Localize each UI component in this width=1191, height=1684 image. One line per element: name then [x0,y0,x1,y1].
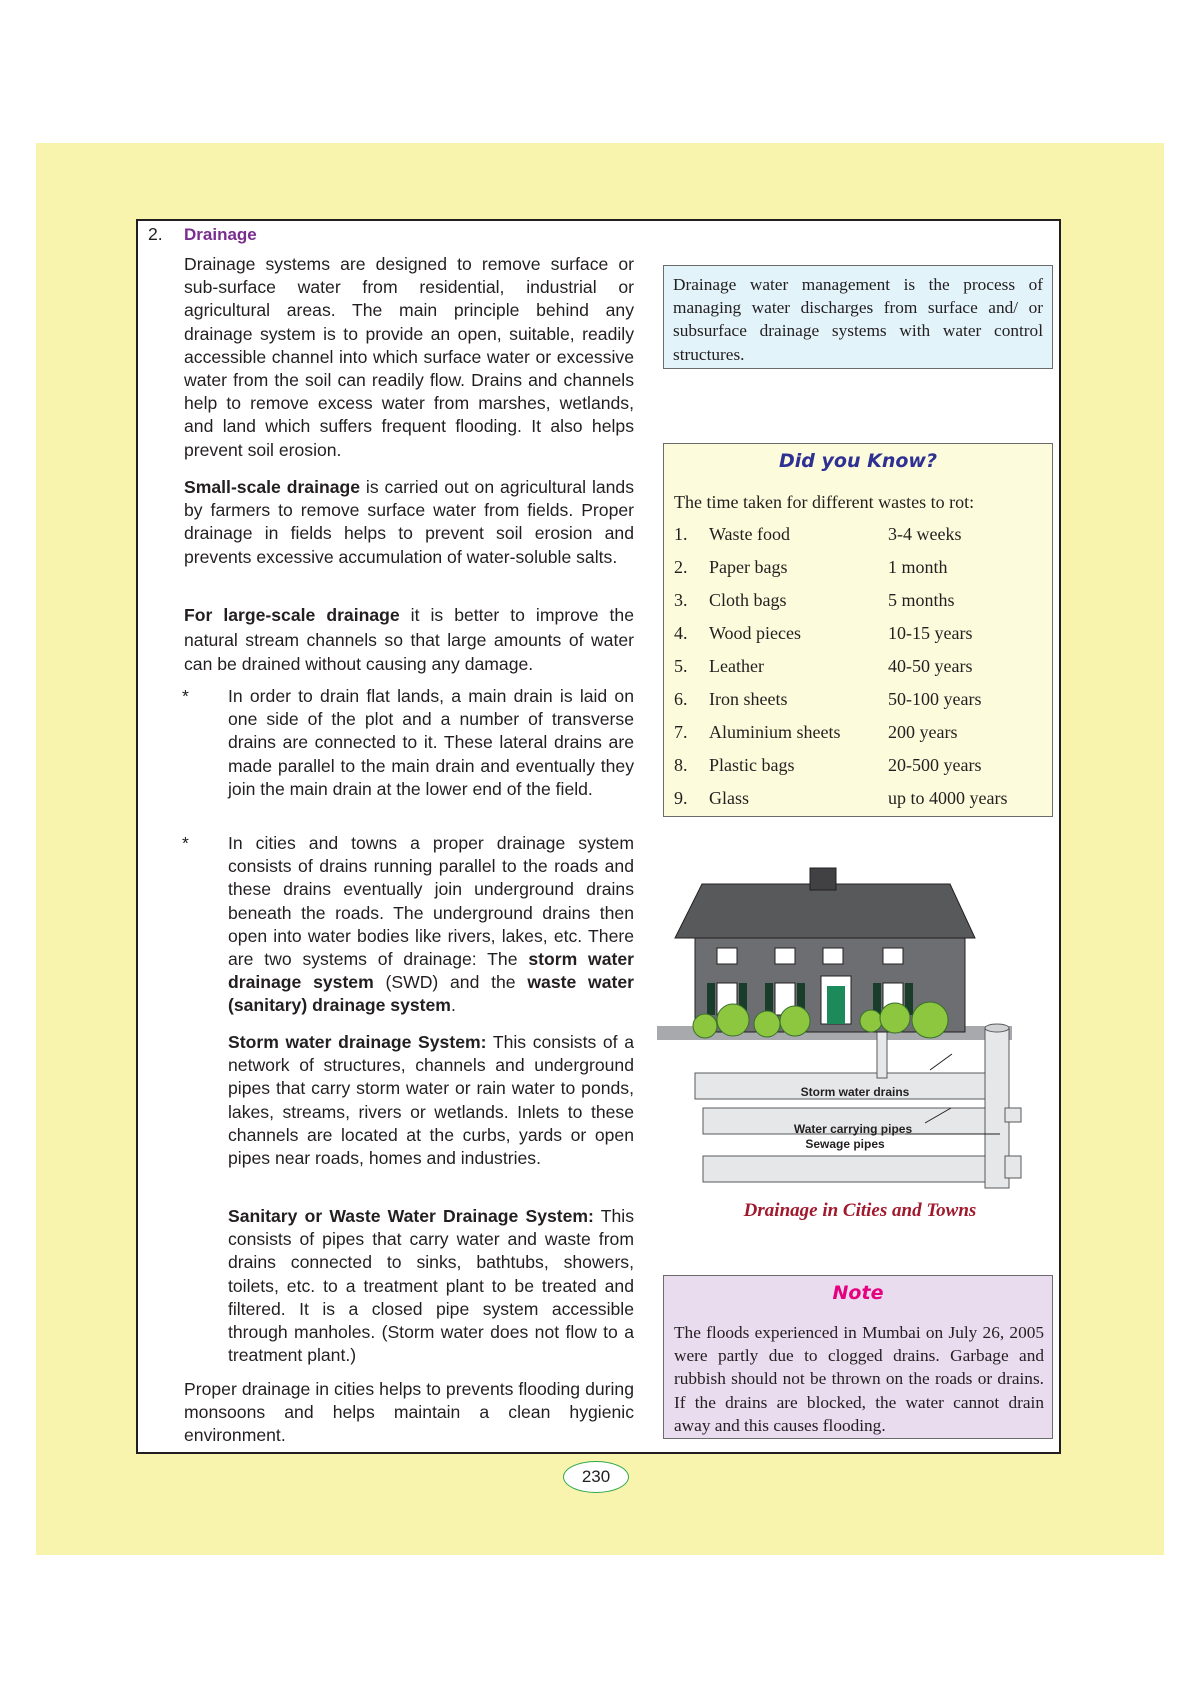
rot-time: 40-50 years [888,656,973,676]
row-number: 3. [674,590,688,610]
did-you-know-box [663,443,1053,817]
storm-system-term: storm water drainage system [228,949,634,993]
definition-box: Drainage water management is the process of managing water discharges from surface and/ or subsurface drainage systems with water control structures. [663,265,1053,369]
bullet-marker: * [182,833,189,853]
waste-row [674,524,1044,554]
rot-time: 200 years [888,722,958,742]
sanitary-heading: Sanitary or Waste Water Drainage System: [228,1206,594,1226]
small-scale-text: is carried out on agricultural lands by farmers to remove surface water from fields. Proper drainage in fields helps to prevent soil erosion and prevents excessive accumulation of water-soluble salts. [184,477,634,567]
closing-paragraph [184,1378,634,1448]
label-water-carrying-pipes: Water carrying pipes [793,1122,913,1136]
waste-item: Paper bags [709,557,788,577]
waste-row [674,788,1044,818]
row-number: 9. [674,788,688,808]
waste-item: Waste food [709,524,791,544]
row-number: 8. [674,755,688,775]
large-scale-paragraph [184,603,634,677]
row-number: 4. [674,623,688,643]
sanitary-text: This consists of pipes that carry water and waste from drains connected to sinks, bathtubs, showers, toilets, etc. to a treatment plant to be treated and filtered. It is a closed pipe system accessible through manholes. (Storm water does not flow to a treatment plant.) [228,1206,634,1366]
sanitary-system-term: waste water (sanitary) drainage system [228,972,634,1016]
bullet-cities [228,832,634,1018]
rot-time: 3-4 weeks [888,524,962,544]
illustration-caption: Drainage in Cities and Towns [743,1200,977,1221]
row-number: 5. [674,656,688,676]
waste-row [674,755,1044,785]
waste-row [674,590,1044,620]
waste-item: Leather [709,656,764,676]
bullet-cities-mid: (SWD) and the [373,972,528,993]
rot-time: 1 month [888,557,948,577]
row-number: 7. [674,722,688,742]
label-sewage-pipes: Sewage pipes [805,1137,885,1151]
underground-pipes [695,1024,1021,1188]
waste-row [674,722,1044,752]
row-number: 2. [674,557,688,577]
note-text: The floods experienced in Mumbai on July 26, 2005 were partly due to clogged drains. Garbage and rubbish should not be thrown on the roads or drains. If the drains are blocked, the water cannot drain away and this causes flooding. [674,1323,1044,1435]
intro-text: Drainage systems are designed to remove surface or sub-surface water from residential, industrial or agricultural areas. The main principle behind any drainage system is to provide an open, suitable, readily accessible channel into which surface water or excessive water from the soil can readily flow. Drains and channels help to remove excess water from marshes, wetlands, and land which suffers frequent flooding. It also helps prevent soil erosion. [184,254,634,460]
intro-paragraph [184,253,634,462]
waste-item: Cloth bags [709,590,787,610]
rot-time: 5 months [888,590,955,610]
large-scale-text: it is better to improve the natural stream channels so that large amounts of water can be drained without causing any damage. [184,605,634,674]
sanitary-paragraph [228,1205,634,1367]
waste-item: Wood pieces [709,623,802,643]
waste-item: Aluminium sheets [709,722,841,742]
bullet-flat-lands: In order to drain flat lands, a main drain is laid on one side of the plot and a number of transverse drains are connected to it. These lateral drains are made parallel to the main drain and eventually they join the main drain at the lower end of the field. [228,686,634,799]
small-scale-heading: Small-scale drainage [184,477,361,497]
waste-row [674,557,1044,587]
bullet-cities-text: In cities and towns a proper drainage system consists of drains running parallel to the roads and these drains eventually join underground drains beneath the roads. The underground drains then open into water bodies like rivers, lakes, etc. There are two systems of drainage: The [228,833,634,970]
bullet-marker: * [182,686,189,706]
large-scale-heading: For large-scale drainage [184,605,400,625]
did-you-know-title: Did you Know? [779,450,937,472]
section-number: 2. [148,224,163,244]
note-box [663,1275,1053,1439]
note-title: Note [832,1282,884,1304]
bullet-cities-end: . [450,995,456,1016]
row-number: 1. [674,524,688,544]
section-title: Drainage [184,225,257,244]
storm-water-heading: Storm water drainage System: [228,1032,487,1052]
rot-time: 10-15 years [888,623,973,643]
storm-water-paragraph [228,1031,634,1170]
waste-item: Iron sheets [709,689,788,709]
waste-row [674,623,1044,653]
rot-time: up to 4000 years [888,788,1008,808]
waste-item: Plastic bags [709,755,795,775]
waste-row [674,656,1044,686]
waste-row [674,689,1044,719]
small-scale-paragraph [184,476,634,569]
storm-water-text: This consists of a network of structures, channels and underground pipes that carry storm water or rain water to ponds, lakes, streams, rivers or wetlands. Inlets to these channels are located at the curbs, yards or open pipes near roads, homes and industries. [228,1032,634,1169]
closing-text: Proper drainage in cities helps to prevents flooding during monsoons and helps maintain a clean hygienic environment. [184,1379,634,1446]
rot-time: 20-500 years [888,755,982,775]
rot-time: 50-100 years [888,689,982,709]
label-storm-water-drains: Storm water drains [800,1085,910,1099]
did-you-know-intro: The time taken for different wastes to rot: [674,492,975,512]
page-number: 230 [563,1461,629,1493]
row-number: 6. [674,689,688,709]
waste-item: Glass [709,788,749,808]
drainage-illustration [655,858,1055,1203]
